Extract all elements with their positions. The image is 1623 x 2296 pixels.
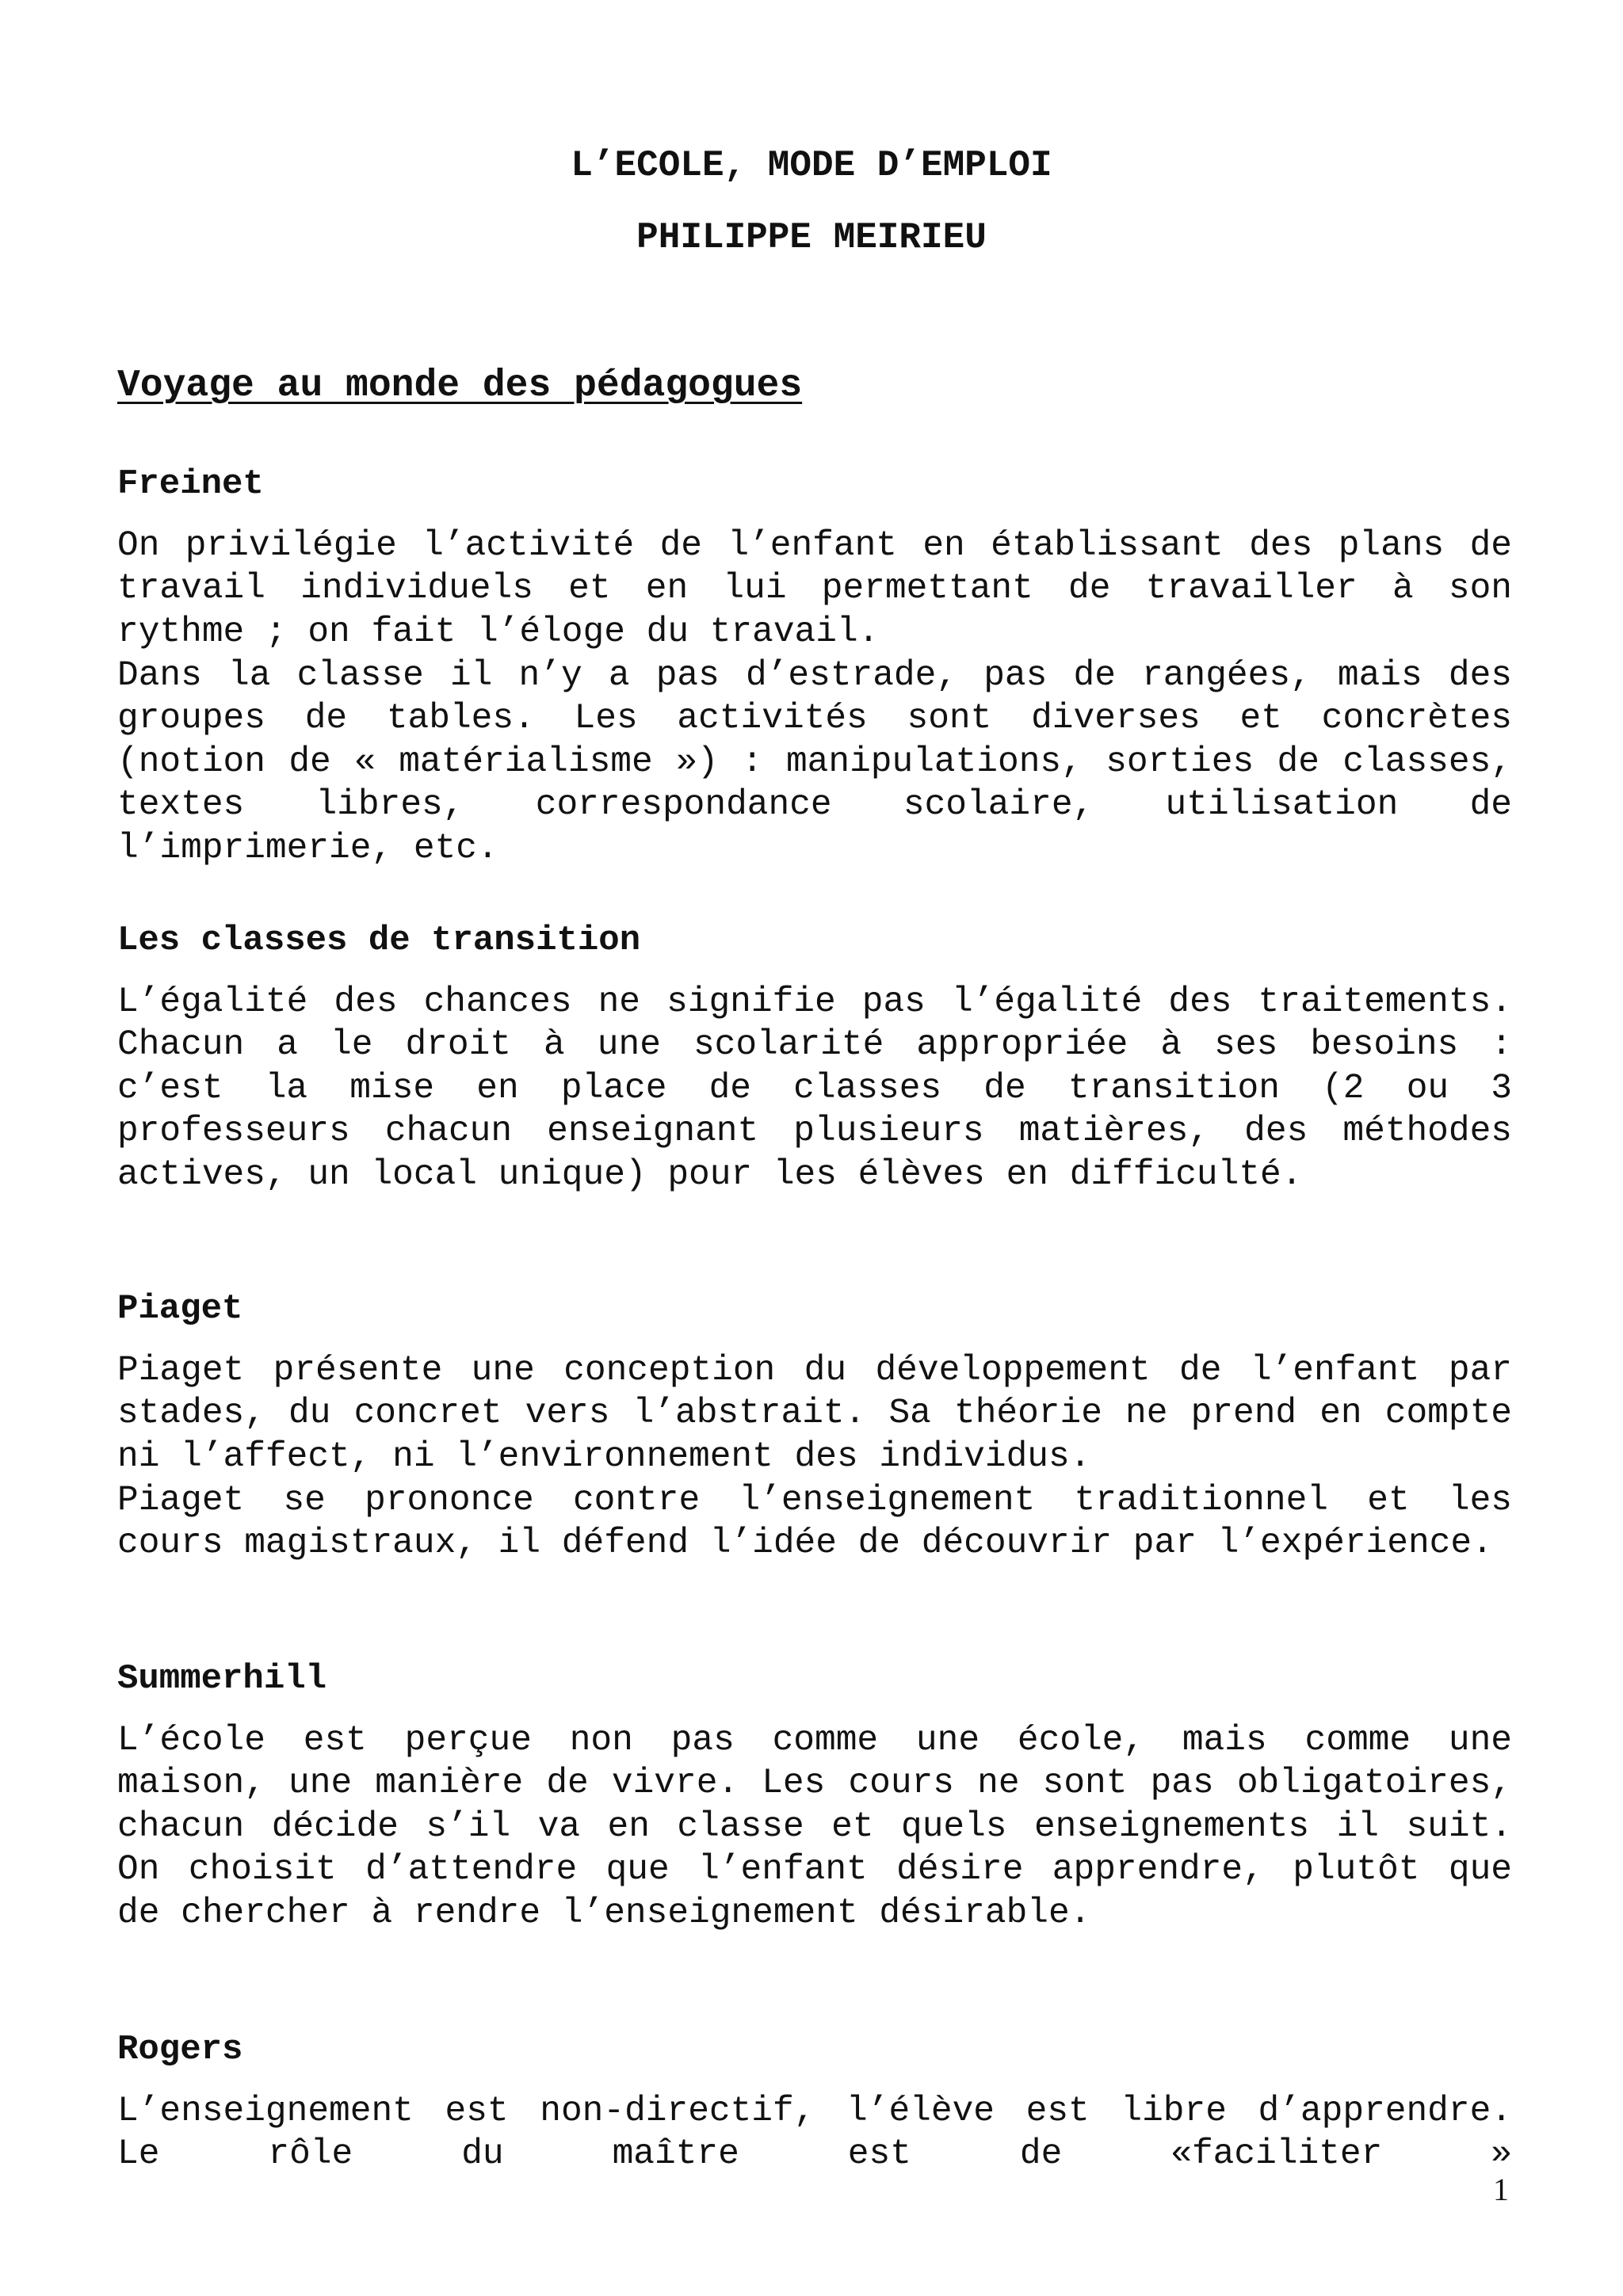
freinet-heading: Freinet [117,464,264,504]
freinet-paragraph-1: On privilégie l’activité de l’enfant en établissant des plans de travail individuels et en lui permettant de travailler à son rythme ; on fait l’éloge du travail. [117,525,1512,652]
rogers-paragraph-1: L’enseignement est non-directif, l’élève est libre d’apprendre. Le rôle du maître est de «faciliter » [117,2091,1512,2174]
rogers-heading: Rogers [117,2030,243,2069]
document-author: PHILIPPE MEIRIEU [636,217,987,259]
summerhill-paragraph-1: L’école est perçue non pas comme une école, mais comme une maison, une manière de vivre. Les cours ne sont pas obligatoires, chacun décide s’il va en classe et quels enseignements il suit. On choisit d’attendre que l’enfant désire apprendre, plutôt que de chercher à rendre l’enseignement désirable. [117,1720,1512,1933]
page-number: 1 [1493,2172,1509,2207]
piaget-paragraph-2: Piaget se prononce contre l’enseignement traditionnel et les cours magistraux, il défend l’idée de découvrir par l’expérience. [117,1480,1512,1563]
document-title: L’ECOLE, MODE D’EMPLOI [571,144,1052,186]
piaget-paragraph-1: Piaget présente une conception du développement de l’enfant par stades, du concret vers l’abstrait. Sa théorie ne prend en compte ni l’affect, ni l’environnement des individus. [117,1350,1512,1477]
transition-heading: Les classes de transition [117,921,641,960]
piaget-heading: Piaget [117,1289,243,1329]
section-title: Voyage au monde des pédagogues [117,364,803,407]
summerhill-heading: Summerhill [117,1659,327,1699]
freinet-paragraph-2: Dans la classe il n’y a pas d’estrade, pas de rangées, mais des groupes de tables. Les activités sont diverses et concrètes (notion de « matérialisme ») : manipulations, sorties de classes, textes libres, correspondance scolaire, utilisation de l’imprimerie, etc. [117,655,1512,868]
transition-paragraph-1: L’égalité des chances ne signifie pas l’égalité des traitements. Chacun a le droit à une scolarité appropriée à ses besoins : c’est la mise en place de classes de transition (2 ou 3 professeurs chacun enseignant plusieurs matières, des méthodes actives, un local unique) pour les élèves en difficulté. [117,982,1512,1195]
